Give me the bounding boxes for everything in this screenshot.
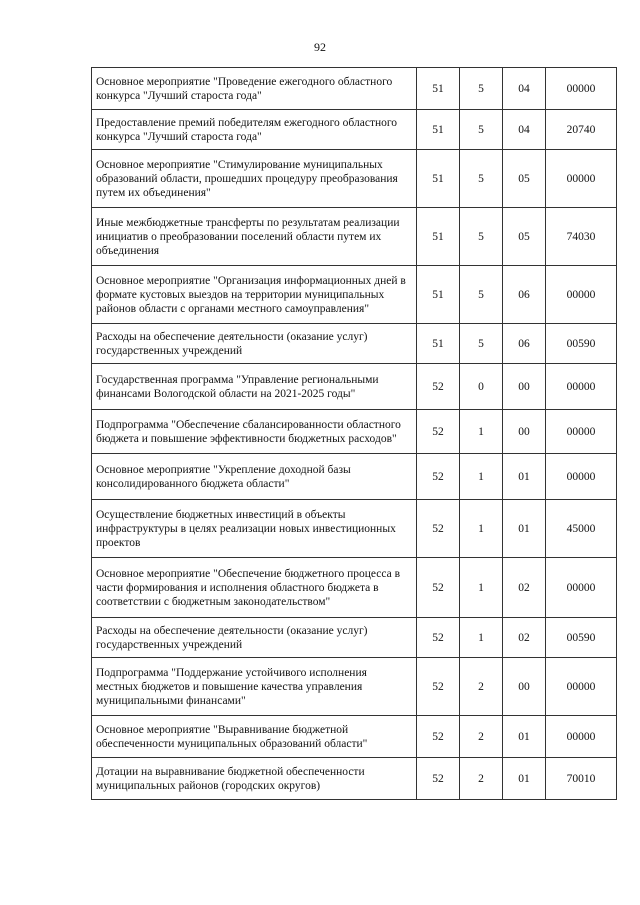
- expense-name-cell: Основное мероприятие "Организация информационных дней в формате кустовых выездов на территории муниципальных районов области с органами местного самоуправления": [92, 266, 417, 324]
- program-code-cell: 51: [417, 208, 460, 266]
- expense-name-cell: Государственная программа "Управление региональными финансами Вологодской области на 2021-2025 годы": [92, 364, 417, 410]
- subprogram-code-cell: 1: [460, 618, 503, 658]
- program-code-cell: 52: [417, 454, 460, 500]
- subprogram-code-cell: 2: [460, 716, 503, 758]
- activity-code-cell: 06: [503, 266, 546, 324]
- direction-code-cell: 00000: [546, 150, 617, 208]
- subprogram-code-cell: 1: [460, 410, 503, 454]
- program-code-cell: 52: [417, 364, 460, 410]
- expense-name-cell: Расходы на обеспечение деятельности (оказание услуг) государственных учреждений: [92, 618, 417, 658]
- expense-name-cell: Дотации на выравнивание бюджетной обеспеченности муниципальных районов (городских округов): [92, 758, 417, 800]
- table-row: [92, 364, 617, 410]
- expense-name-cell: Основное мероприятие "Обеспечение бюджетного процесса в части формирования и исполнения областного бюджета в соответствии с бюджетным законодательством": [92, 558, 417, 618]
- table-row: [92, 618, 617, 658]
- activity-code-cell: 01: [503, 716, 546, 758]
- direction-code-cell: 00590: [546, 324, 617, 364]
- program-code-cell: 52: [417, 558, 460, 618]
- expense-name-cell: Расходы на обеспечение деятельности (оказание услуг) государственных учреждений: [92, 324, 417, 364]
- direction-code-cell: 45000: [546, 500, 617, 558]
- activity-code-cell: 01: [503, 454, 546, 500]
- direction-code-cell: 00000: [546, 658, 617, 716]
- subprogram-code-cell: 5: [460, 266, 503, 324]
- program-code-cell: 52: [417, 758, 460, 800]
- activity-code-cell: 04: [503, 110, 546, 150]
- activity-code-cell: 01: [503, 758, 546, 800]
- direction-code-cell: 70010: [546, 758, 617, 800]
- table-body: [92, 68, 617, 800]
- page-number: 92: [314, 40, 326, 54]
- table-row: [92, 658, 617, 716]
- activity-code-cell: 00: [503, 410, 546, 454]
- activity-code-cell: 06: [503, 324, 546, 364]
- table-row: [92, 454, 617, 500]
- table-row: [92, 68, 617, 110]
- table-row: [92, 758, 617, 800]
- subprogram-code-cell: 1: [460, 558, 503, 618]
- subprogram-code-cell: 2: [460, 758, 503, 800]
- program-code-cell: 51: [417, 324, 460, 364]
- table-row: [92, 150, 617, 208]
- subprogram-code-cell: 1: [460, 454, 503, 500]
- expense-name-cell: Основное мероприятие "Укрепление доходной базы консолидированного бюджета области": [92, 454, 417, 500]
- direction-code-cell: 00000: [546, 68, 617, 110]
- expense-name-cell: Иные межбюджетные трансферты по результатам реализации инициатив о преобразовании поселений области путем их объединения: [92, 208, 417, 266]
- subprogram-code-cell: 1: [460, 500, 503, 558]
- expense-name-cell: Подпрограмма "Поддержание устойчивого исполнения местных бюджетов и повышение качества управления муниципальными финансами": [92, 658, 417, 716]
- direction-code-cell: 00590: [546, 618, 617, 658]
- subprogram-code-cell: 2: [460, 658, 503, 716]
- expense-name-cell: Основное мероприятие "Проведение ежегодного областного конкурса "Лучший староста года": [92, 68, 417, 110]
- table-row: [92, 110, 617, 150]
- program-code-cell: 51: [417, 110, 460, 150]
- activity-code-cell: 04: [503, 68, 546, 110]
- table-row: [92, 410, 617, 454]
- direction-code-cell: 20740: [546, 110, 617, 150]
- table-row: [92, 558, 617, 618]
- program-code-cell: 52: [417, 618, 460, 658]
- activity-code-cell: 00: [503, 364, 546, 410]
- program-code-cell: 51: [417, 150, 460, 208]
- expense-name-cell: Осуществление бюджетных инвестиций в объекты инфраструктуры в целях реализации новых инвестиционных проектов: [92, 500, 417, 558]
- direction-code-cell: 00000: [546, 558, 617, 618]
- budget-classification-table: [91, 67, 617, 800]
- activity-code-cell: 05: [503, 150, 546, 208]
- expense-name-cell: Основное мероприятие "Выравнивание бюджетной обеспеченности муниципальных образований области": [92, 716, 417, 758]
- direction-code-cell: 00000: [546, 716, 617, 758]
- program-code-cell: 52: [417, 410, 460, 454]
- direction-code-cell: 74030: [546, 208, 617, 266]
- expense-name-cell: Основное мероприятие "Стимулирование муниципальных образований области, прошедших процедуру преобразования путем их объединения": [92, 150, 417, 208]
- direction-code-cell: 00000: [546, 410, 617, 454]
- direction-code-cell: 00000: [546, 364, 617, 410]
- subprogram-code-cell: 0: [460, 364, 503, 410]
- activity-code-cell: 01: [503, 500, 546, 558]
- activity-code-cell: 00: [503, 658, 546, 716]
- table-row: [92, 266, 617, 324]
- subprogram-code-cell: 5: [460, 150, 503, 208]
- program-code-cell: 51: [417, 68, 460, 110]
- program-code-cell: 52: [417, 500, 460, 558]
- expense-name-cell: Предоставление премий победителям ежегодного областного конкурса "Лучший староста года": [92, 110, 417, 150]
- table-row: [92, 716, 617, 758]
- activity-code-cell: 02: [503, 558, 546, 618]
- program-code-cell: 52: [417, 658, 460, 716]
- table-row: [92, 324, 617, 364]
- table-row: [92, 500, 617, 558]
- direction-code-cell: 00000: [546, 266, 617, 324]
- activity-code-cell: 05: [503, 208, 546, 266]
- direction-code-cell: 00000: [546, 454, 617, 500]
- expense-name-cell: Подпрограмма "Обеспечение сбалансированности областного бюджета и повышение эффективности бюджетных расходов": [92, 410, 417, 454]
- subprogram-code-cell: 5: [460, 208, 503, 266]
- program-code-cell: 52: [417, 716, 460, 758]
- subprogram-code-cell: 5: [460, 324, 503, 364]
- table-row: [92, 208, 617, 266]
- subprogram-code-cell: 5: [460, 110, 503, 150]
- subprogram-code-cell: 5: [460, 68, 503, 110]
- activity-code-cell: 02: [503, 618, 546, 658]
- program-code-cell: 51: [417, 266, 460, 324]
